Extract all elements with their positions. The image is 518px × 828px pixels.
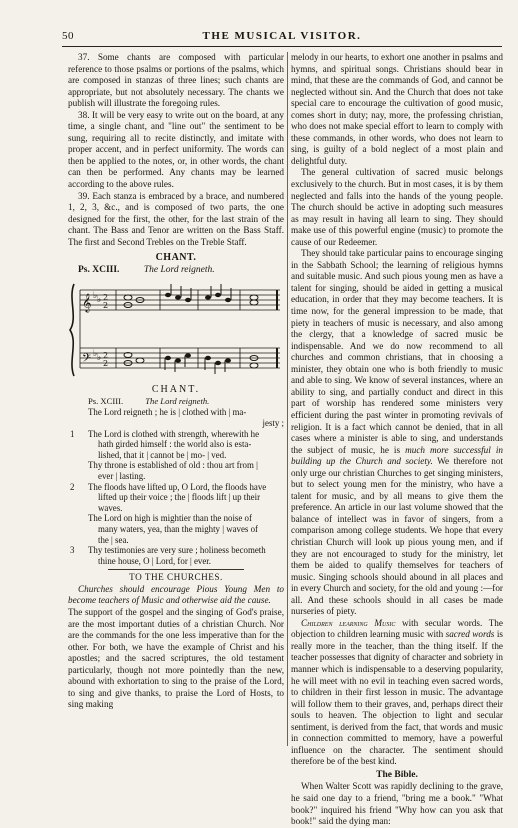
- verse-line: The Lord reigneth ; he is | clothed with | ma-: [88, 407, 247, 418]
- right-paragraph-4: [291, 618, 503, 768]
- paragraph-37: 37. Some chants are composed with particular reference to those psalms or portions of the psalms, which are composed in stanzas of three lines; such chants are appropriate, but not absolutely necessary. The chants we publish will illustrate the foregoing rules.: [68, 52, 284, 109]
- verse-stanza: [68, 545, 284, 566]
- svg-text:♭: ♭: [93, 349, 98, 360]
- verse-line: Thy testimonies are very sure ; holiness becometh: [88, 545, 266, 556]
- churches-lead: Churches should encourage Pious Young Men to become teachers of Music and otherwise aid the cause.: [68, 583, 284, 606]
- verse-line: Thy throne is established of old : thou art from |: [88, 460, 258, 471]
- chant-heading: CHANT.: [155, 252, 197, 264]
- journal-title: THE MUSICAL VISITOR.: [202, 30, 362, 42]
- verse-line: thine house, O | Lord, for | ever.: [98, 555, 211, 566]
- verse-line: waves.: [98, 502, 123, 513]
- chant-text-psalm-title: The Lord reigneth.: [145, 395, 210, 406]
- page-number: 50: [62, 30, 74, 42]
- verse-line: the | sea.: [98, 534, 129, 545]
- svg-text:♭: ♭: [97, 295, 102, 306]
- column-divider: [287, 52, 288, 746]
- paragraph-38: 38. It will be very easy to write out on the board, at any time, a single chant, and "line out" the sentiment to be sung, requiring all to recite distinctly, and imitate with proper accent, and in perfect uniformity. The words can then be applied to the notes, or, in other words, the chant can then be performed. Any chants may be learned according to the above rules.: [68, 109, 284, 190]
- header-rule: [62, 46, 502, 47]
- chant-text-psalm: Ps. XCIII.: [88, 395, 124, 406]
- svg-text:2: 2: [103, 293, 109, 303]
- children-lead: Children learning Music: [301, 617, 396, 628]
- chant-subheading: [68, 265, 284, 277]
- chant-psalm: Ps. XCIII.: [78, 264, 120, 275]
- verse-line: many waters, yea, than the mighty | waves of: [98, 524, 259, 535]
- bible-section-title: The Bible.: [376, 769, 418, 780]
- right-paragraph-3-emphasis: much more successful in building up the Church and society.: [291, 444, 504, 467]
- right-paragraph-3-tail: We therefore not only urge our christian Churches to get singing ministers, but to select young men for the ministry, who have a talent for music, and by all means to give them the preference. An article in our last volume showed that the balance of intellect was in favor of singers, from a comparison among college students. We hope that every christian Church will look up pious young men, and if they are not encouraged to study for the ministry, let them be aided to qualify themselves for teachers of music. Singing schools should abound in all places and in every Church and society, for the old and young :—for all. And these schools should in all cases be made nurseries of piety.: [291, 456, 503, 617]
- verse-number: 1: [70, 428, 75, 439]
- svg-text:𝄞: 𝄞: [82, 293, 92, 313]
- right-paragraph-3-text: They should take particular pains to encourage singing in the Sabbath School; the learning of religious hymns and suitable music. And such pious young men as have a talent for singing, should be aided in getting a musical education, in order that they may become teachers. It is time now, for the general impression to be made, that piety in teachers of music is necessary, and also among the clergy, that a knowledge of sacred music be indispensable. And we do now recommend to all churches and common christians, that in choosing a minister, they obtain one who is both friendly to music and able to sing. We know of several instances, where an ability to sing, and partially conduct and direct in this part of worship has rendered some ministers very efficient during the past winter in promoting revivals of religion. It is a fact which cannot be denied, that in all cases where a minister is able to sing, and understands the subject of music, he is: [291, 248, 503, 455]
- chant-text-subheading: [68, 396, 284, 408]
- svg-text:♭: ♭: [93, 291, 98, 302]
- verse-stanza: [68, 482, 284, 514]
- psalm-verses: [68, 407, 284, 566]
- chant-psalm-title: The Lord reigneth.: [143, 264, 215, 275]
- right-paragraph-2: The general cultivation of sacred music belongs exclusively to the church. But in most cases, it is by them neglected and falls into the hands of the young people. The church should be active in adopting such measures as may result in having all learn to sing. They should make use of this powerful engine (music) to promote the cause of our Redeemer.: [291, 167, 503, 247]
- right-paragraph-1: melody in our hearts, to exhort one another in psalms and hymns, and spiritual songs. Christians should bear in mind, that these are the commands of God, and cannot be neglected without sin. And the Church that does not take special care to encourage the cultivation of good music, comes short in duty; nay, more, the professing christian, who does not make special effort to learn to comply with these commands, in other words, who does not learn to sing, is guilty of a bold neglect of a most plain and delightful duty.: [291, 52, 503, 166]
- right-paragraph-4-b: is really more in the teacher, than the thing itself. If the teacher possesses that dignity of character and sobriety in manner which is indispensable to a deserving popularity, he will meet with no evil in teaching even sacred words, to children in their first lesson in music. The advantage will follow them to their graves, and, perhaps direct their souls to heaven. The objection to light and secular sentiment, is derived from the fact, that words and music in connection committed to memory, have a powerful influence on the character. The sentiment should therefore be of the best kind.: [291, 629, 503, 767]
- verse-line: lished, that it | cannot be | mo- | ved.: [98, 449, 227, 460]
- verse-line: The Lord on high is mightier than the noise of: [88, 513, 252, 524]
- verse-line: lifted up their voice ; the | floods lift | up their: [98, 492, 261, 503]
- svg-text:𝄢: 𝄢: [82, 352, 92, 369]
- section-rule: [108, 569, 244, 570]
- chant-text-heading: CHANT.: [151, 384, 201, 396]
- verse-stanza: [68, 513, 284, 545]
- right-paragraph-4-a: with secular words. The objection to children learning music with: [291, 617, 503, 640]
- right-paragraph-3: [291, 248, 503, 618]
- page-header: [62, 30, 502, 44]
- verse-line: The floods have lifted up, O Lord, the floods have: [88, 481, 267, 492]
- music-score: [68, 278, 284, 382]
- paragraph-39: 39. Each stanza is embraced by a brace, and numbered 1, 2, 3, &c., and is composed of two parts, the one designed for the first, the other, for the last strain of the chant. The Bass and Tenor are written on the Bass Staff. The first and Second Trebles on the Treble Staff.: [68, 190, 284, 247]
- bible-body: When Walter Scott was rapidly declining to the grave, he said one day to a friend, "bring me a book." "What book?" inquired his friend "Why how can you ask that book!" said the dying man:: [291, 781, 503, 827]
- verse-line: ever | lasting.: [98, 471, 146, 482]
- verse-stanza: [68, 429, 284, 461]
- verse-line: hath girded himself : the world also is esta-: [98, 439, 252, 450]
- svg-text:♭: ♭: [97, 353, 102, 364]
- svg-text:2: 2: [103, 301, 109, 311]
- right-column: [291, 52, 503, 828]
- churches-section-title: TO THE CHURCHES.: [129, 572, 223, 583]
- svg-text:2: 2: [103, 359, 109, 369]
- verse-line: jesty ;: [262, 418, 284, 429]
- verse-stanza: [68, 407, 284, 428]
- verse-line: The Lord is clothed with strength, wherewith he: [88, 428, 260, 439]
- verse-number: 2: [70, 481, 75, 492]
- churches-body: The support of the gospel and the singing of God's praise, are the most important duties of a christian Church. Nor are the commands for the one less imperative than for the other. For both, we have the example of Christ and his apostles; and the sacred scriptures, the old testament particularly, though not more pointedly than the new, abound with exhortation to sing to the praise of the Lord, to sing and give thanks, to praise the Lord of Hosts, to sing making: [68, 607, 284, 710]
- left-column: [68, 52, 284, 711]
- verse-number: 3: [70, 545, 75, 556]
- right-paragraph-4-emphasis: sacred words: [445, 629, 495, 640]
- svg-text:2: 2: [103, 351, 109, 361]
- verse-stanza: [68, 460, 284, 481]
